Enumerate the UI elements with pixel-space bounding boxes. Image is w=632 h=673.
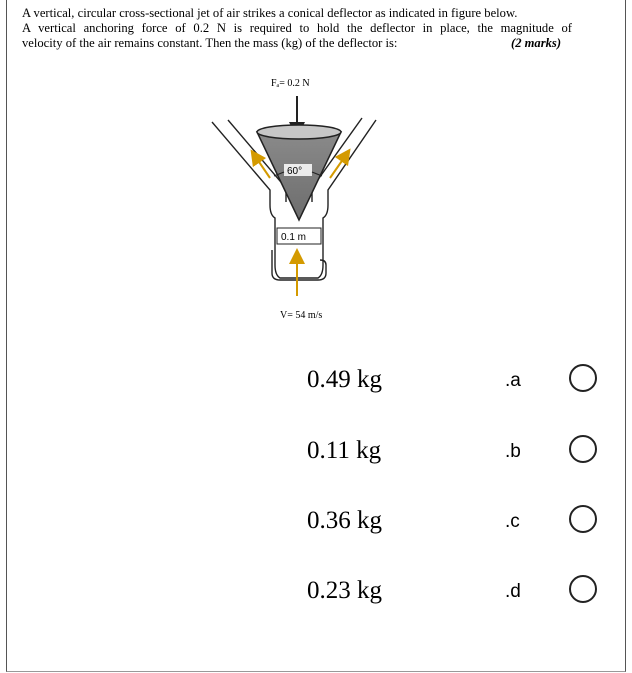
velocity-label: V= 54 m/s [280,310,323,321]
option-c-value: 0.36 kg [307,507,382,534]
option-d-letter: .d [505,581,521,602]
question-line-1: A vertical, circular cross-sectional jet of air strikes a conical deflector as indicated in figure below. [22,6,518,20]
option-c[interactable] [0,503,632,543]
question-line-3: velocity of the air remains constant. Then the mass (kg) of the deflector is: [22,36,398,50]
deflector-figure [200,70,380,330]
question-text [22,6,572,51]
force-label: Fₐ= 0.2 N [271,78,310,89]
option-d-value: 0.23 kg [307,577,382,604]
option-d-radio[interactable] [569,575,597,603]
nozzle [272,250,326,280]
diameter-label: 0.1 m [281,232,307,243]
option-b-value: 0.11 kg [307,437,382,464]
option-a-radio[interactable] [569,364,597,392]
option-c-letter: .c [505,511,520,532]
option-b[interactable] [0,433,632,473]
option-b-radio[interactable] [569,435,597,463]
option-a-value: 0.49 kg [307,366,382,393]
question-line-2: A vertical anchoring force of 0.2 N is required to hold the deflector in place, the magnitude of [22,21,572,35]
cone-rim [257,125,341,139]
marks-label: (2 marks) [511,36,562,50]
option-b-letter: .b [505,441,521,462]
option-a[interactable] [0,362,632,402]
angle-label: 60° [287,166,303,177]
option-d[interactable] [0,573,632,613]
option-c-radio[interactable] [569,505,597,533]
option-a-letter: .a [505,370,521,391]
